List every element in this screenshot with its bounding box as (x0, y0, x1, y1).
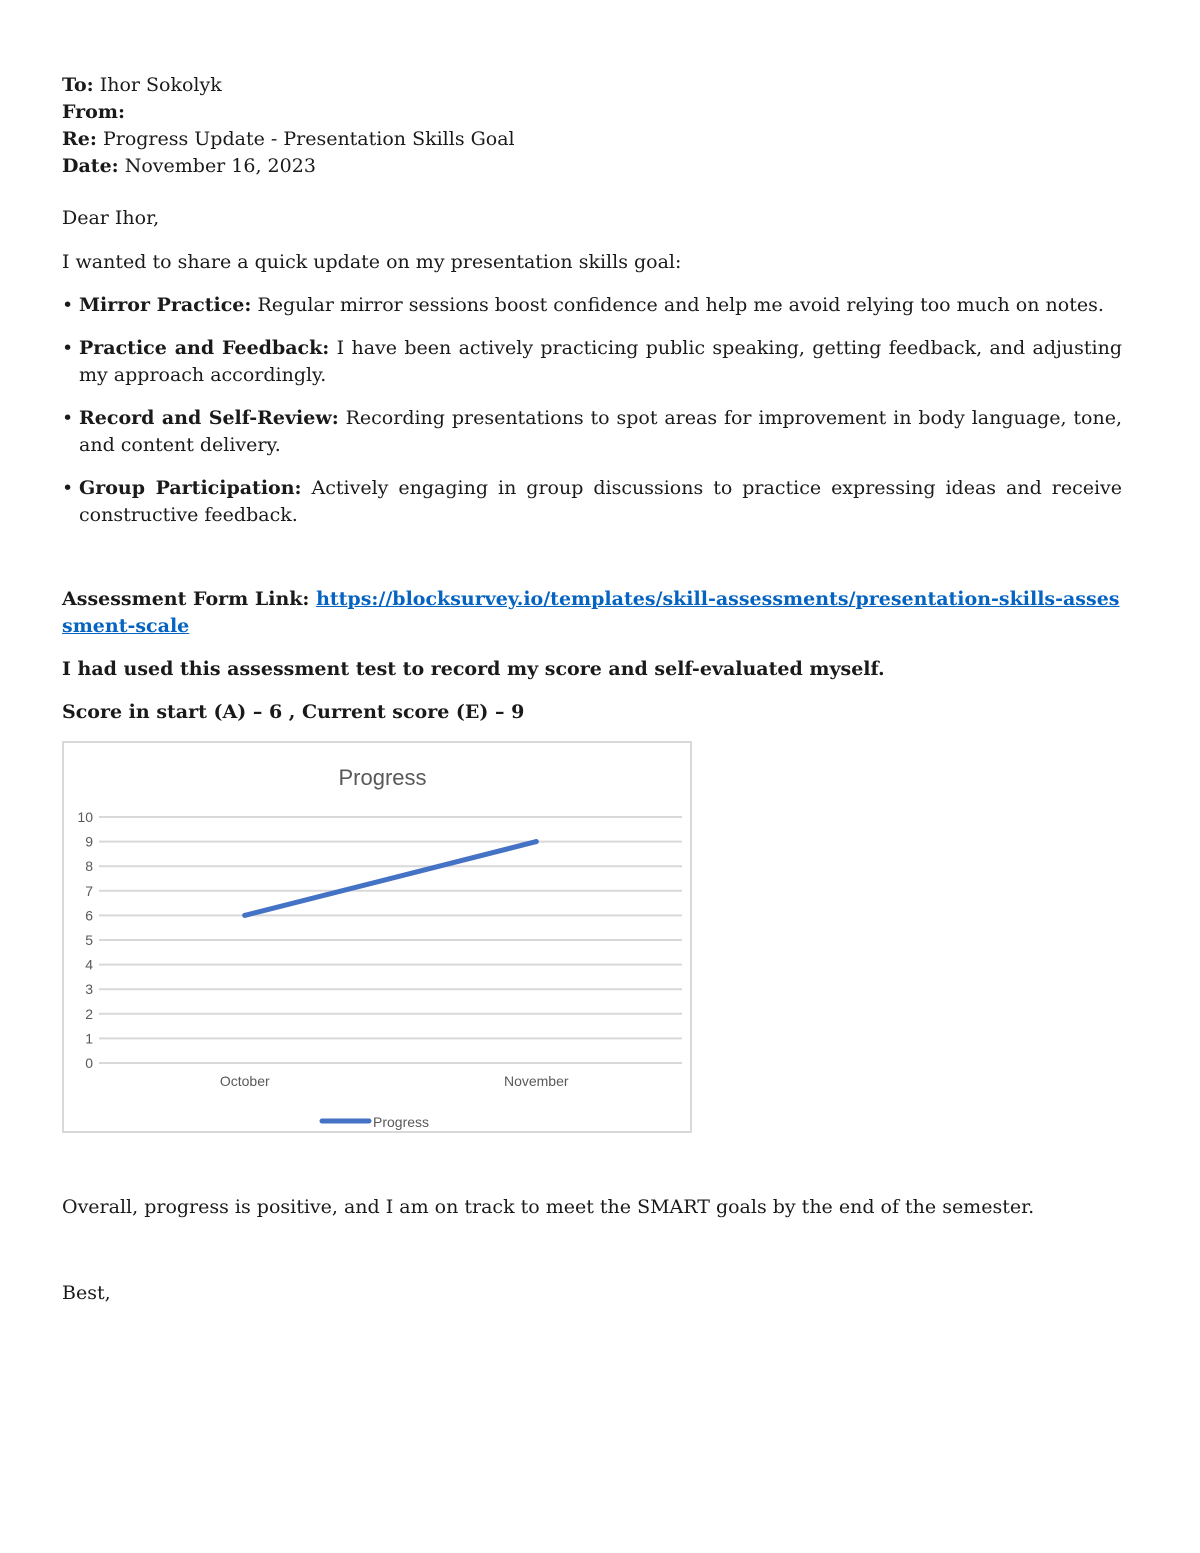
update-list (62, 292, 1122, 529)
y-tick-label: 10 (77, 809, 93, 825)
y-tick-label: 1 (85, 1030, 93, 1047)
list-item-text: Regular mirror sessions boost confidence and help me avoid relying too much on notes. (257, 294, 1104, 316)
x-tick-label: November (503, 1073, 569, 1089)
signoff: Best, (62, 1282, 111, 1304)
y-tick-label: 6 (85, 907, 93, 924)
from-line (62, 99, 1122, 126)
data-point (242, 913, 247, 918)
date-value: November 16, 2023 (124, 155, 316, 177)
y-tick-label: 3 (85, 981, 93, 998)
y-tick-label: 7 (85, 882, 93, 899)
y-tick-label: 5 (85, 932, 93, 948)
assessment-link-line (62, 586, 1122, 640)
to-value: Ihor Sokolyk (99, 74, 222, 96)
y-tick-label: 9 (85, 833, 93, 850)
memo-page (62, 72, 1123, 1304)
list-item (62, 335, 1122, 389)
y-tick-label: 0 (85, 1055, 93, 1071)
list-item (62, 475, 1122, 529)
assessment-form-link[interactable]: https://blocksurvey.io/templates/skill-assessments/presentation-skills-assessment-scale (62, 588, 1120, 637)
list-item-text: Actively engaging in group discussions to practice expressing ideas and receive constructive feedback. (79, 477, 1123, 526)
y-tick-label: 2 (85, 1005, 93, 1022)
list-item-title: Mirror Practice: (79, 294, 252, 316)
chart-title: Progress (338, 765, 427, 790)
list-item (62, 292, 1122, 319)
list-item-title: Group Participation: (79, 477, 302, 499)
series-line-progress (245, 842, 537, 916)
date-label: Date: (62, 155, 119, 177)
re-label: Re: (62, 128, 97, 150)
list-item-title: Record and Self-Review: (79, 407, 339, 429)
data-point (534, 839, 539, 844)
list-item-text: Recording presentations to spot areas for improvement in body language, tone, and content delivery. (79, 407, 1122, 456)
from-label: From: (62, 101, 125, 123)
closing-paragraph: Overall, progress is positive, and I am on track to meet the SMART goals by the end of the semester. (62, 1196, 1035, 1218)
intro-paragraph: I wanted to share a quick update on my presentation skills goal: (62, 251, 682, 273)
progress-chart-svg (64, 743, 694, 1135)
assessment-link-label: Assessment Form Link: (62, 588, 310, 610)
re-value: Progress Update - Presentation Skills Goal (102, 128, 515, 150)
to-line (62, 72, 1122, 99)
x-tick-label: October (219, 1073, 270, 1089)
re-line (62, 126, 1122, 153)
y-tick-label: 4 (85, 956, 93, 973)
date-line (62, 153, 1122, 180)
assessment-note: I had used this assessment test to record my score and self-evaluated myself. (62, 658, 885, 680)
to-label: To: (62, 74, 94, 96)
salutation: Dear Ihor, (62, 207, 160, 229)
score-line: Score in start (A) – 6 , Current score (E) – 9 (62, 701, 525, 723)
list-item-title: Practice and Feedback: (79, 337, 330, 359)
list-item (62, 405, 1122, 459)
y-tick-label: 8 (85, 858, 93, 875)
progress-chart (62, 741, 692, 1133)
list-item-text: I have been actively practicing public speaking, getting feedback, and adjusting my approach accordingly. (79, 337, 1122, 386)
legend-label: Progress (373, 1114, 430, 1130)
